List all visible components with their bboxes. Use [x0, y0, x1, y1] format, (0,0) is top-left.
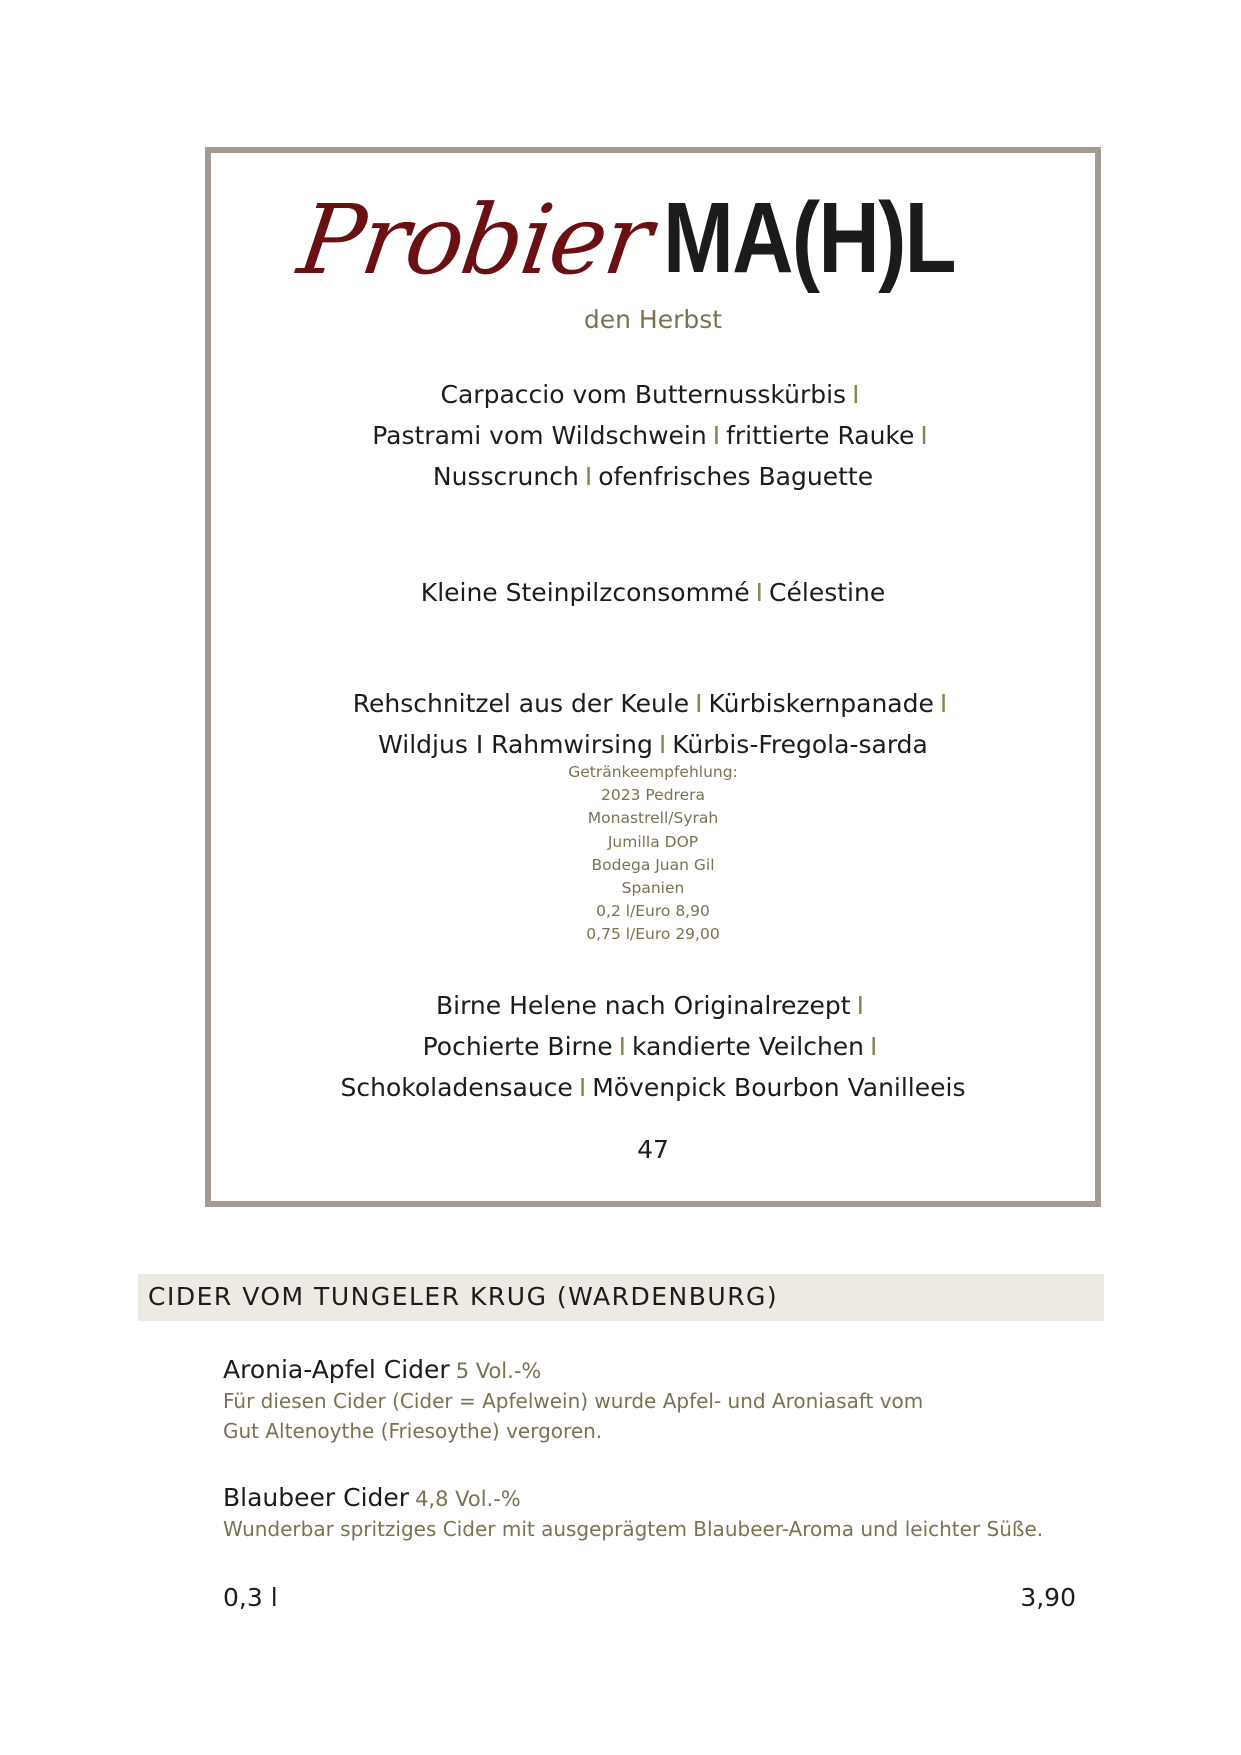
main-line2a: Wildjus I Rahmwirsing — [378, 730, 653, 759]
dessert-line2a: Pochierte Birne — [422, 1032, 613, 1061]
pairing-producer: Bodega Juan Gil — [591, 855, 715, 874]
dessert-line3b: Mövenpick Bourbon Vanilleeis — [592, 1073, 966, 1102]
main-line1b: Kürbiskernpanade — [708, 689, 934, 718]
logo-script-text: Probier — [291, 184, 657, 296]
soup-line1b: Célestine — [769, 578, 886, 607]
course-starter — [211, 374, 1095, 497]
cider-price: 3,90 — [1020, 1583, 1076, 1612]
dessert-line3a: Schokoladensauce — [340, 1073, 573, 1102]
wine-pairing — [211, 761, 1095, 947]
cider-desc-line: Gut Altenoythe (Friesoythe) vergoren. — [223, 1419, 603, 1443]
pairing-grape: Monastrell/Syrah — [587, 809, 719, 828]
separator: I — [856, 991, 864, 1020]
separator: I — [755, 578, 764, 607]
starter-line3b: ofenfrisches Baguette — [598, 462, 874, 491]
starter-line2a: Pastrami vom Wildschwein — [372, 421, 707, 450]
cider-desc-line: Für diesen Cider (Cider = Apfelwein) wurde Apfel- und Aroniasaft vom — [223, 1389, 924, 1413]
dessert-line1: Birne Helene nach Originalrezept — [436, 991, 851, 1020]
main-line2b: Kürbis-Fregola-sarda — [672, 730, 928, 759]
cider-item-aronia — [223, 1355, 1123, 1446]
main-line1a: Rehschnitzel aus der Keule — [352, 689, 690, 718]
cider-vol: 5 Vol.-% — [455, 1359, 542, 1383]
cider-item-blaubeer — [223, 1483, 1123, 1544]
cider-section-header — [138, 1274, 1104, 1321]
cider-name: Blaubeer Cider — [223, 1483, 410, 1512]
starter-line3a: Nusscrunch — [432, 462, 579, 491]
section-title: CIDER VOM TUNGELER KRUG (WARDENBURG) — [148, 1282, 779, 1311]
pairing-label: Getränkeempfehlung: — [568, 763, 738, 781]
separator: I — [939, 689, 948, 718]
cider-desc-line: Wunderbar spritziges Cider mit ausgeprägtem Blaubeer-Aroma und leichter Süße. — [223, 1517, 1044, 1541]
cider-vol: 4,8 Vol.-% — [415, 1487, 521, 1511]
separator: I — [618, 1032, 626, 1061]
separator: I — [920, 421, 928, 450]
separator: I — [852, 380, 860, 409]
separator: I — [584, 462, 593, 491]
pairing-region: Jumilla DOP — [607, 832, 699, 851]
logo — [211, 181, 1095, 296]
pairing-vintage: 2023 Pedrera — [601, 786, 705, 805]
starter-line1: Carpaccio vom Butternusskürbis — [440, 380, 847, 409]
starter-line2b: frittierte Rauke — [726, 421, 915, 450]
course-main — [211, 683, 1095, 765]
logo-bold-text: MA(H)L — [662, 182, 955, 294]
course-dessert — [211, 985, 1095, 1108]
cider-size: 0,3 l — [223, 1583, 278, 1612]
course-soup — [211, 572, 1095, 613]
cider-name: Aronia-Apfel Cider — [223, 1355, 450, 1384]
pairing-country: Spanien — [621, 879, 685, 898]
pairing-price-glass: 0,2 l/Euro 8,90 — [596, 902, 710, 921]
soup-line1a: Kleine Steinpilzconsommé — [420, 578, 750, 607]
menu-price: 47 — [637, 1135, 669, 1164]
menu-card — [205, 147, 1101, 1207]
dessert-line2b: kandierte Veilchen — [631, 1032, 865, 1061]
separator: I — [578, 1073, 587, 1102]
separator: I — [695, 689, 703, 718]
subtitle: den Herbst — [583, 305, 723, 334]
separator: I — [658, 730, 667, 759]
pairing-price-bottle: 0,75 l/Euro 29,00 — [586, 925, 720, 944]
separator: I — [870, 1032, 878, 1061]
separator: I — [712, 421, 721, 450]
